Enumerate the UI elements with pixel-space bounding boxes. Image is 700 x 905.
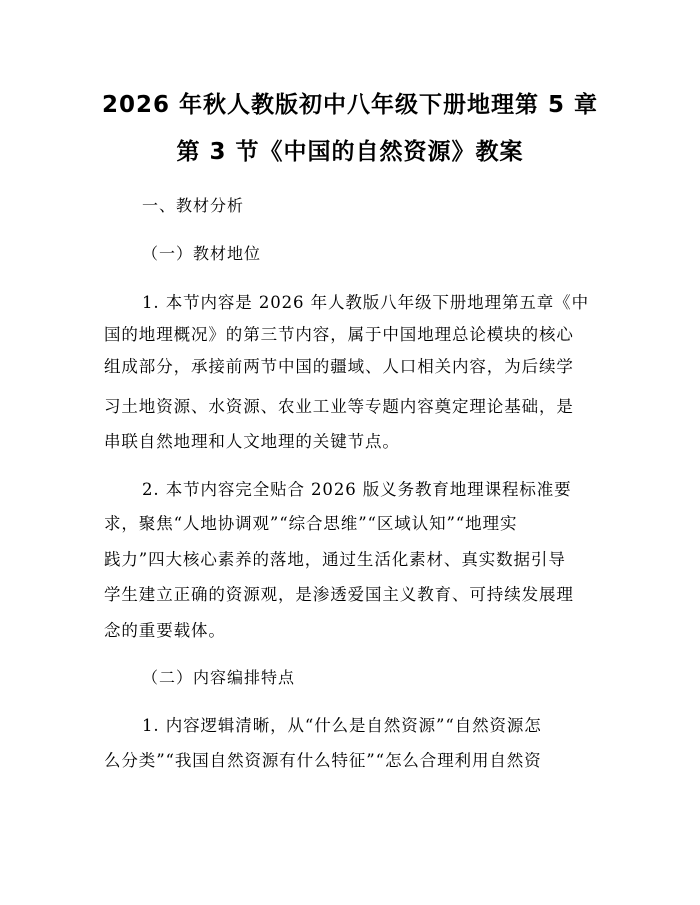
paragraph-2-line-2: 求，聚焦“人地协调观”“综合思维”“区域认知”“地理实	[104, 514, 518, 533]
document-title-line-1: 2026 年秋人教版初中八年级下册地理第 5 章	[101, 92, 599, 118]
subsection-heading-content-arrangement: （二）内容编排特点	[142, 668, 296, 687]
paragraph-1-line-3: 组成部分，承接前两节中国的疆域、人口相关内容，为后续学	[104, 357, 574, 376]
paragraph-2-line-3: 践力”四大核心素养的落地，通过生活化素材、真实数据引导	[104, 550, 566, 569]
paragraph-1-line-4: 习土地资源、水资源、农业工业等专题内容奠定理论基础，是	[104, 397, 574, 416]
paragraph-2-line-1: 2. 本节内容完全贴合 2026 版义务教育地理课程标准要	[142, 480, 572, 499]
paragraph-3-line-1: 1. 内容逻辑清晰，从“什么是自然资源”“自然资源怎	[142, 716, 542, 735]
section-heading-textbook-analysis: 一、教材分析	[142, 196, 245, 215]
document-title-line-2: 第 3 节《中国的自然资源》教案	[176, 139, 524, 165]
paragraph-1-line-1: 1. 本节内容是 2026 年人教版八年级下册地理第五章《中	[142, 293, 589, 312]
paragraph-3-line-2: 么分类”“我国自然资源有什么特征”“怎么合理利用自然资	[104, 751, 542, 770]
subsection-heading-textbook-position: （一）教材地位	[142, 244, 262, 263]
paragraph-1-line-2: 国的地理概况》的第三节内容，属于中国地理总论模块的核心	[104, 325, 574, 344]
paragraph-1-line-5: 串联自然地理和人文地理的关键节点。	[104, 432, 400, 451]
paragraph-2-line-5: 念的重要载体。	[104, 621, 226, 640]
paragraph-2-line-4: 学生建立正确的资源观，是渗透爱国主义教育、可持续发展理	[104, 585, 574, 604]
